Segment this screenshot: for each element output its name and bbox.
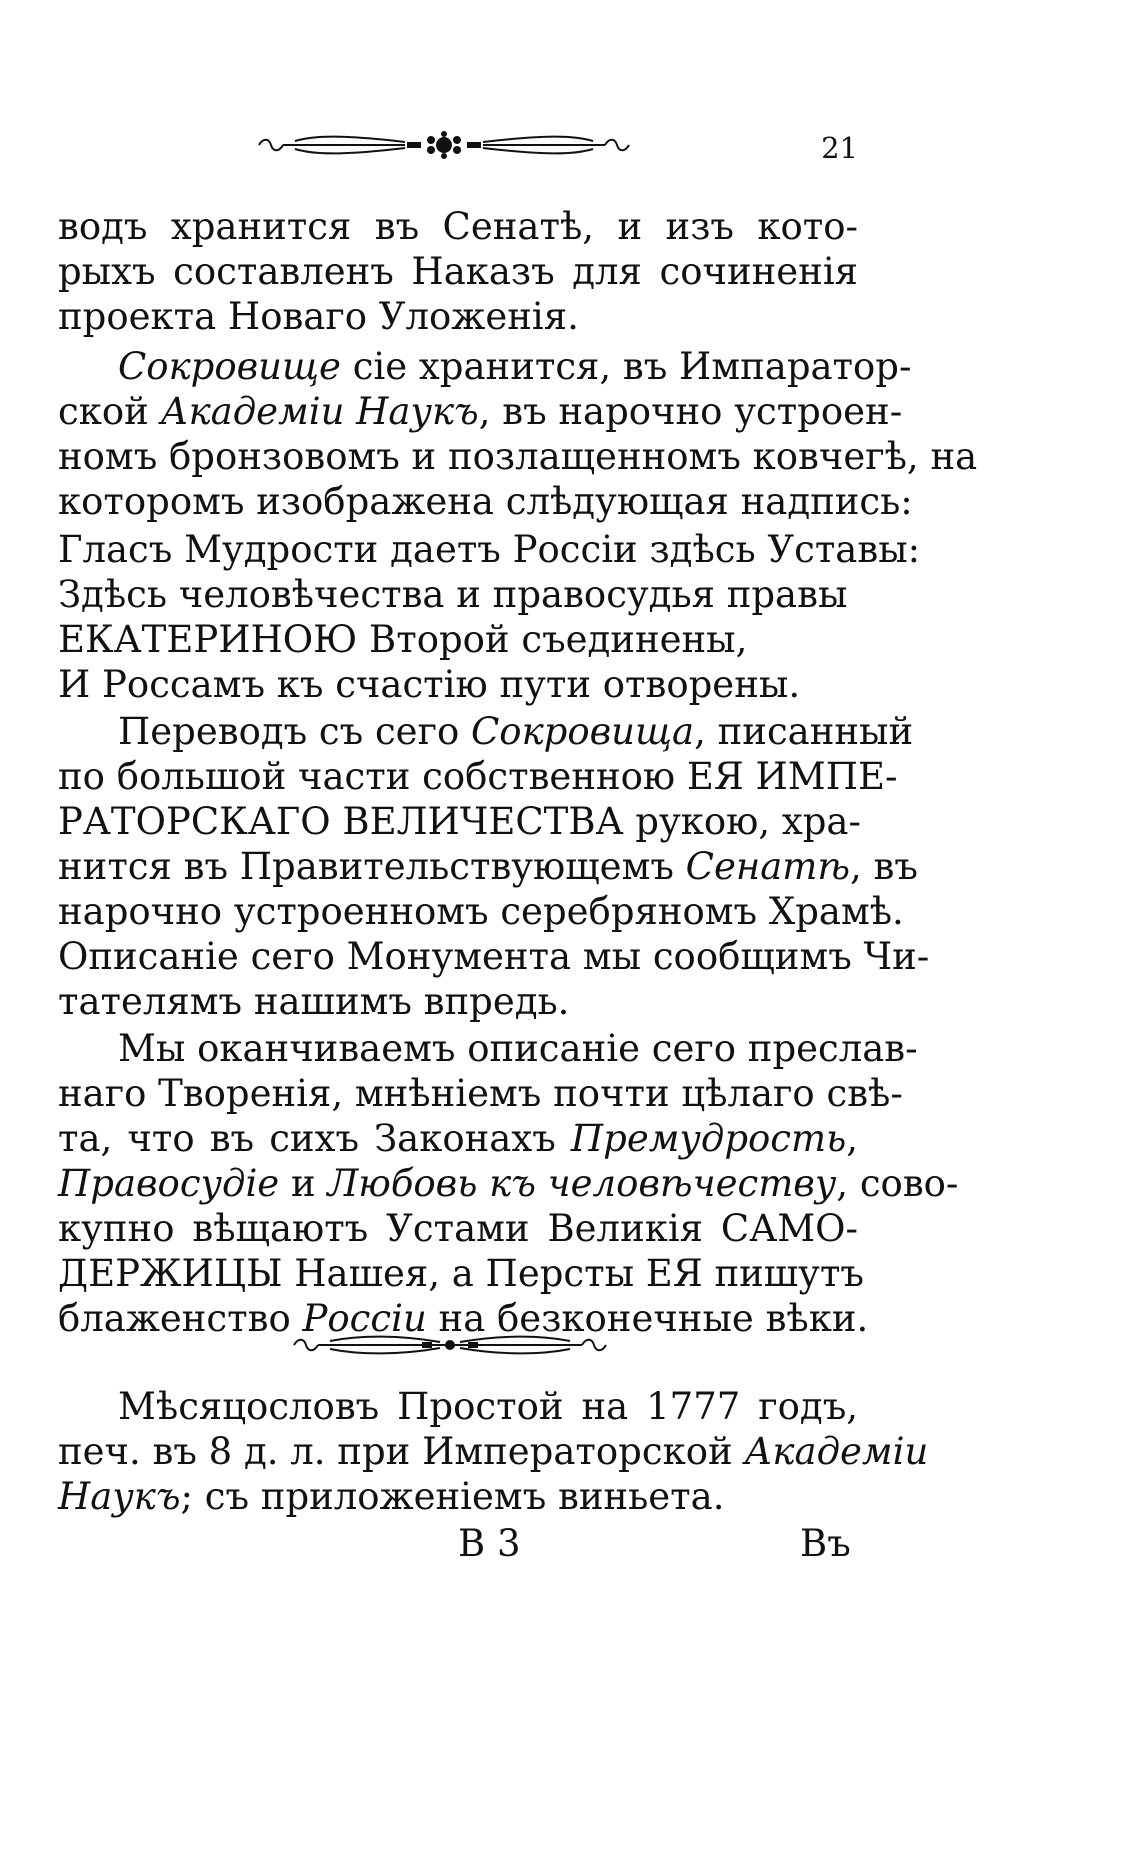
text-line [58,205,858,249]
section-divider-ornament [290,1332,610,1358]
text-segment: та, что въ сихъ Законахъ [58,1117,571,1160]
notice-line [58,1430,929,1474]
text-segment: , [846,1117,858,1160]
text-line [58,890,904,934]
text-line [58,935,930,979]
text-segment: рыхъ составленъ Наказъ для сочиненія [58,250,858,293]
text-line [118,1027,918,1071]
italic-text-segment: Сенатѣ [685,845,851,888]
italic-text-segment: Наукъ [58,1475,181,1518]
notice-line [118,1385,858,1429]
italic-text-segment: Академіи [744,1430,929,1473]
catchword: Въ [800,1522,851,1565]
text-line [58,1072,903,1116]
italic-text-segment: Россіи [302,1297,427,1340]
text-segment: номъ бронзовомъ и позлащенномъ ковчегѣ, на [58,435,978,478]
notice-line [58,1475,858,1519]
text-segment: ДЕРЖИЦЫ Нашея, а Персты ЕЯ пишутъ [58,1252,864,1295]
text-segment: тателямъ нашимъ впредь. [58,980,570,1023]
text-line [58,390,903,434]
text-line [58,980,858,1024]
text-segment: Здѣсь человѣчества и правосудья правы [58,573,848,616]
text-line [58,435,978,479]
text-segment: ; съ приложеніемъ виньета. [180,1475,725,1518]
text-segment: Гласъ Мудрости даетъ Россіи здѣсь Уставы: [58,528,921,571]
text-line [58,1162,959,1206]
text-segment: И Россамъ къ счастію пути отворены. [58,663,801,706]
text-line [58,800,861,844]
italic-text-segment: Сокровище [118,345,341,388]
text-segment: по большой части собственною ЕЯ ИМПЕ- [58,755,898,798]
italic-text-segment: Академіи Наукъ [160,390,479,433]
text-segment: купно вѣщаютъ Устами Великія САМО- [58,1207,858,1250]
italic-text-segment: Правосудіе [58,1162,280,1205]
text-segment: водъ хранится въ Сенатѣ, и изъ кото- [58,205,858,248]
inscription-line [58,528,921,572]
text-segment: нится въ Правительствующемъ [58,845,686,888]
page-number: 21 [821,131,858,165]
text-segment: печ. въ 8 д. л. при Императорской [58,1430,745,1473]
text-line [58,250,858,294]
italic-text-segment: Премудрость [570,1117,847,1160]
text-segment: , писанный [694,710,914,753]
text-segment: РАТОРСКАГО ВЕЛИЧЕСТВА рукою, хра- [58,800,861,843]
text-line [58,480,913,524]
text-segment: на безконечные вѣки. [426,1297,869,1340]
inscription-line [58,573,858,617]
signature-mark: В 3 [458,1522,521,1565]
text-line [58,1117,858,1161]
text-line [58,845,918,889]
text-segment: , сово- [836,1162,959,1205]
inscription-line [58,618,858,662]
text-line [58,295,858,339]
text-segment: и [279,1162,328,1205]
text-segment: ЕКАТЕРИНОЮ Второй съединены, [58,618,748,661]
text-segment: ской [58,390,161,433]
text-segment: сіе хранится, въ Импаратор- [340,345,912,388]
text-segment: Мѣсяцословъ Простой на 1777 годъ, [118,1385,858,1428]
text-segment: Переводъ съ сего [118,710,471,753]
inscription-line [58,663,858,707]
text-line [58,755,898,799]
text-line [118,710,914,754]
header-ornament [255,130,633,160]
text-segment: Мы оканчиваемъ описаніе сего преслав- [118,1027,918,1070]
text-segment: блаженство [58,1297,303,1340]
text-line [58,1207,858,1251]
text-segment: , въ нарочно устроен- [478,390,903,433]
text-segment: , въ [850,845,918,888]
text-line [58,1252,864,1296]
text-segment: которомъ изображена слѣдующая надпись: [58,480,913,523]
text-segment: Описаніе сего Монумента мы сообщимъ Чи- [58,935,930,978]
italic-text-segment: Сокровища [471,710,695,753]
text-line [118,345,912,389]
text-segment: наго Творенія, мнѣніемъ почти цѣлаго свѣ- [58,1072,903,1115]
text-segment: проекта Новаго Уложенія. [58,295,579,338]
text-segment: нарочно устроенномъ серебряномъ Храмѣ. [58,890,904,933]
italic-text-segment: Любовь къ человѣчеству [327,1162,837,1205]
